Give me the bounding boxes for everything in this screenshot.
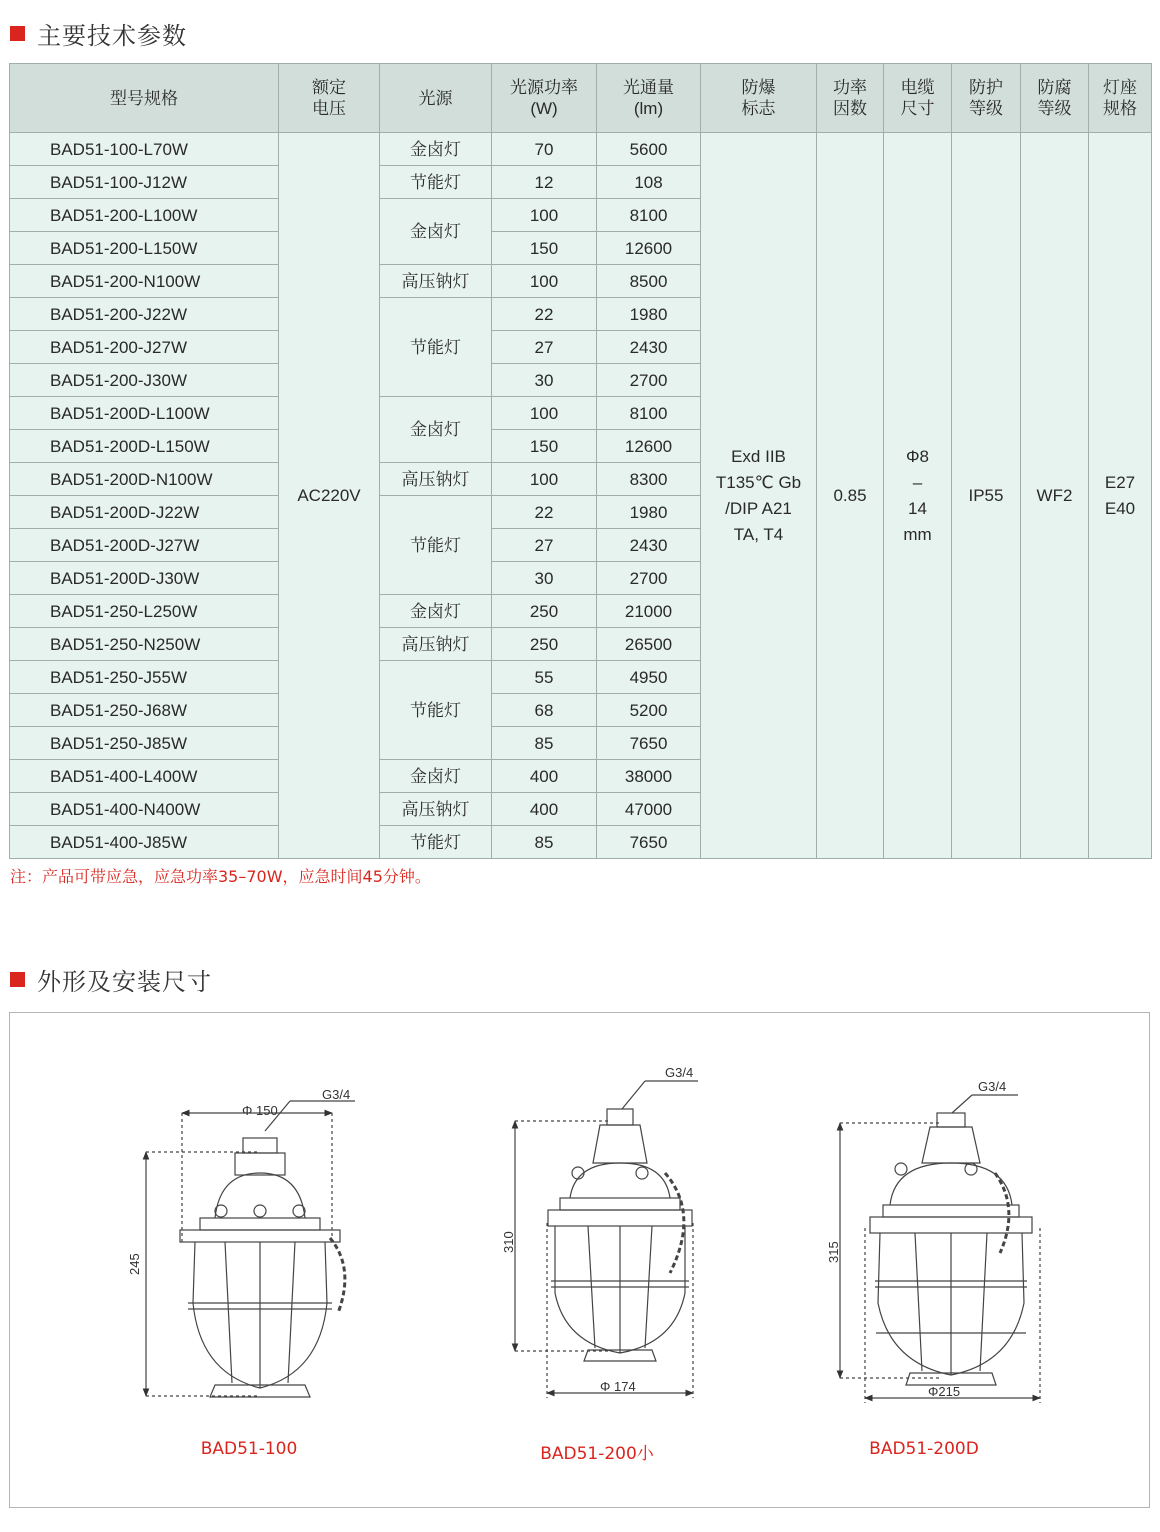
thread-label: G3/4 <box>322 1087 351 1102</box>
power-cell: 100 <box>492 199 597 232</box>
power-cell: 30 <box>492 562 597 595</box>
flux-cell: 8300 <box>597 463 701 496</box>
model-cell: BAD51-200-J30W <box>10 364 279 397</box>
footnote: 注：产品可带应急，应急功率35–70W，应急时间45分钟。 <box>10 867 431 886</box>
section-heading-specs <box>10 18 187 48</box>
thread-label: G3/4 <box>978 1079 1007 1094</box>
flux-cell: 7650 <box>597 826 701 859</box>
lamp-drawing-bad51-200 <box>515 1081 698 1398</box>
header-cell: 防爆 标志 <box>701 64 817 133</box>
flux-cell: 2700 <box>597 562 701 595</box>
flux-cell: 38000 <box>597 760 701 793</box>
model-cell: BAD51-200-J22W <box>10 298 279 331</box>
power-cell: 22 <box>492 496 597 529</box>
model-cell: BAD51-400-L400W <box>10 760 279 793</box>
anticorrosion-cell: WF2 <box>1021 133 1089 859</box>
power-cell: 27 <box>492 331 597 364</box>
flux-cell: 8100 <box>597 199 701 232</box>
model-cell: BAD51-100-J12W <box>10 166 279 199</box>
power-factor-cell: 0.85 <box>817 133 884 859</box>
model-cell: BAD51-200D-L150W <box>10 430 279 463</box>
header-cell: 光源功率 (W) <box>492 64 597 133</box>
model-cell: BAD51-200D-L100W <box>10 397 279 430</box>
socket-cell: E27 E40 <box>1089 133 1152 859</box>
model-cell: BAD51-400-N400W <box>10 793 279 826</box>
light-source-cell: 金卤灯 <box>380 133 492 166</box>
power-cell: 400 <box>492 793 597 826</box>
light-source-cell: 金卤灯 <box>380 595 492 628</box>
model-cell: BAD51-200-N100W <box>10 265 279 298</box>
flux-cell: 26500 <box>597 628 701 661</box>
flux-cell: 5200 <box>597 694 701 727</box>
drawing-caption: BAD51-100 <box>200 1439 298 1459</box>
header-cell: 灯座 规格 <box>1089 64 1152 133</box>
ex-mark-cell: Exd IIB T135℃ Gb /DIP A21 TA, T4 <box>701 133 817 859</box>
light-source-cell: 高压钠灯 <box>380 463 492 496</box>
light-source-cell: 节能灯 <box>380 661 492 760</box>
model-cell: BAD51-200D-J30W <box>10 562 279 595</box>
height-label: 245 <box>127 1253 142 1275</box>
flux-cell: 1980 <box>597 496 701 529</box>
flux-cell: 12600 <box>597 430 701 463</box>
power-cell: 12 <box>492 166 597 199</box>
diameter-label: Φ 150 <box>242 1103 278 1118</box>
power-cell: 22 <box>492 298 597 331</box>
model-cell: BAD51-200D-J27W <box>10 529 279 562</box>
light-source-cell: 金卤灯 <box>380 397 492 463</box>
section-title: 主要技术参数 <box>37 21 187 50</box>
power-cell: 85 <box>492 826 597 859</box>
header-cell: 防腐 等级 <box>1021 64 1089 133</box>
ip-rating-cell: IP55 <box>952 133 1021 859</box>
light-source-cell: 节能灯 <box>380 166 492 199</box>
flux-cell: 4950 <box>597 661 701 694</box>
lamp-drawings <box>10 1013 1151 1509</box>
header-cell: 额定 电压 <box>279 64 380 133</box>
power-cell: 150 <box>492 232 597 265</box>
drawing-caption: BAD51-200小 <box>540 1444 654 1464</box>
table-body <box>10 133 1152 859</box>
drawing-caption: BAD51-200D <box>869 1439 979 1459</box>
header-cell: 光源 <box>380 64 492 133</box>
flux-cell: 21000 <box>597 595 701 628</box>
model-cell: BAD51-250-J55W <box>10 661 279 694</box>
lamp-drawing-bad51-200d <box>840 1095 1040 1403</box>
drawings-panel <box>9 1012 1150 1508</box>
power-cell: 68 <box>492 694 597 727</box>
model-cell: BAD51-200-L100W <box>10 199 279 232</box>
model-cell: BAD51-100-L70W <box>10 133 279 166</box>
model-cell: BAD51-250-J85W <box>10 727 279 760</box>
height-label: 315 <box>826 1241 841 1263</box>
light-source-cell: 高压钠灯 <box>380 793 492 826</box>
red-square-icon <box>10 972 25 987</box>
flux-cell: 108 <box>597 166 701 199</box>
flux-cell: 8100 <box>597 397 701 430</box>
light-source-cell: 节能灯 <box>380 826 492 859</box>
power-cell: 55 <box>492 661 597 694</box>
flux-cell: 1980 <box>597 298 701 331</box>
light-source-cell: 高压钠灯 <box>380 628 492 661</box>
power-cell: 250 <box>492 628 597 661</box>
diameter-label: Φ215 <box>928 1384 961 1399</box>
spec-table <box>9 63 1152 859</box>
power-cell: 150 <box>492 430 597 463</box>
voltage-cell: AC220V <box>279 133 380 859</box>
flux-cell: 8500 <box>597 265 701 298</box>
table-row <box>10 133 1152 166</box>
light-source-cell: 高压钠灯 <box>380 265 492 298</box>
light-source-cell: 金卤灯 <box>380 199 492 265</box>
power-cell: 400 <box>492 760 597 793</box>
header-cell: 功率 因数 <box>817 64 884 133</box>
light-source-cell: 金卤灯 <box>380 760 492 793</box>
height-label: 310 <box>501 1231 516 1253</box>
model-cell: BAD51-200-J27W <box>10 331 279 364</box>
flux-cell: 2430 <box>597 331 701 364</box>
power-cell: 250 <box>492 595 597 628</box>
header-cell: 型号规格 <box>10 64 279 133</box>
power-cell: 30 <box>492 364 597 397</box>
flux-cell: 12600 <box>597 232 701 265</box>
power-cell: 100 <box>492 463 597 496</box>
model-cell: BAD51-200-L150W <box>10 232 279 265</box>
flux-cell: 47000 <box>597 793 701 826</box>
lamp-drawing-bad51-100 <box>146 1101 355 1397</box>
flux-cell: 2430 <box>597 529 701 562</box>
power-cell: 27 <box>492 529 597 562</box>
flux-cell: 7650 <box>597 727 701 760</box>
model-cell: BAD51-250-J68W <box>10 694 279 727</box>
light-source-cell: 节能灯 <box>380 496 492 595</box>
model-cell: BAD51-200D-N100W <box>10 463 279 496</box>
model-cell: BAD51-250-L250W <box>10 595 279 628</box>
header-cell: 光通量 (lm) <box>597 64 701 133</box>
section-title: 外形及安装尺寸 <box>37 967 212 996</box>
header-cell: 防护 等级 <box>952 64 1021 133</box>
model-cell: BAD51-400-J85W <box>10 826 279 859</box>
power-cell: 85 <box>492 727 597 760</box>
model-cell: BAD51-250-N250W <box>10 628 279 661</box>
flux-cell: 2700 <box>597 364 701 397</box>
light-source-cell: 节能灯 <box>380 298 492 397</box>
power-cell: 70 <box>492 133 597 166</box>
cable-size-cell: Φ8 – 14 mm <box>884 133 952 859</box>
flux-cell: 5600 <box>597 133 701 166</box>
table-header-row <box>10 64 1152 133</box>
diameter-label: Φ 174 <box>600 1379 636 1394</box>
section-heading-dimensions <box>10 964 212 994</box>
power-cell: 100 <box>492 397 597 430</box>
header-cell: 电缆 尺寸 <box>884 64 952 133</box>
model-cell: BAD51-200D-J22W <box>10 496 279 529</box>
power-cell: 100 <box>492 265 597 298</box>
thread-label: G3/4 <box>665 1065 694 1080</box>
red-square-icon <box>10 26 25 41</box>
